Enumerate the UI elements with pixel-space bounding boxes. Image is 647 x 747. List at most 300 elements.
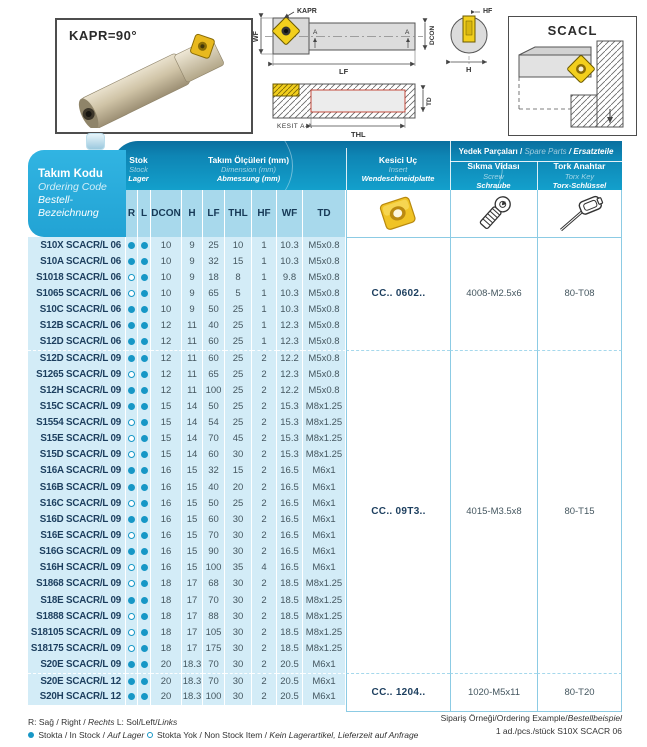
- stock-cell-l: [138, 382, 151, 398]
- tool-code-cell: S1265 SCACR/L 09: [28, 366, 126, 382]
- stock-cell-l: [138, 640, 151, 656]
- dim-cell-td: M6x1: [303, 511, 346, 527]
- tool-code-cell: S10A SCACR/L 06: [28, 253, 126, 269]
- stock-cell-l: [138, 398, 151, 414]
- dim-cell-hf: 2: [252, 657, 277, 673]
- tool-photo-box: [55, 18, 253, 134]
- spare-parts-header: [450, 141, 622, 162]
- header-divider: [450, 141, 451, 190]
- dim-cell-wf: 20.5: [277, 673, 303, 689]
- dim-cell-hf: 2: [252, 608, 277, 624]
- dim-cell-lf: 100: [203, 382, 225, 398]
- stock-cell-l: [138, 237, 151, 253]
- dim-cell-td: M8x1.25: [303, 415, 346, 431]
- stock-dot-left: [141, 467, 148, 474]
- stock-dot-right: [128, 451, 135, 458]
- dim-cell-hf: 2: [252, 398, 277, 414]
- torx-key-photo-cell: [537, 190, 622, 237]
- dim-cell-thl: 30: [225, 447, 252, 463]
- stock-cell-l: [138, 334, 151, 350]
- dim-cell-lf: 88: [203, 608, 225, 624]
- dim-cell-hf: 1: [252, 302, 277, 318]
- dim-cell-h: 15: [182, 479, 203, 495]
- stock-cell-r: [126, 237, 138, 253]
- stock-cell-r: [126, 511, 138, 527]
- dim-cell-thl: 5: [225, 285, 252, 301]
- svg-text:A: A: [405, 29, 410, 36]
- stock-cell-r: [126, 253, 138, 269]
- dim-cell-thl: 8: [225, 269, 252, 285]
- stock-cell-l: [138, 269, 151, 285]
- stock-legend: [28, 729, 418, 742]
- tool-code-cell: S12H SCACR/L 09: [28, 382, 126, 398]
- tool-code-cell: S16A SCACR/L 09: [28, 463, 126, 479]
- stock-cell-r: [126, 673, 138, 689]
- stock-dot-right: [128, 548, 135, 555]
- dim-cell-lf: 40: [203, 479, 225, 495]
- dim-cell-lf: 65: [203, 366, 225, 382]
- stock-dot-left: [141, 645, 148, 652]
- dimensions-header: Takım Ölçüleri (mm) Dimension (mm) Abmessung (mm): [207, 154, 290, 184]
- dim-cell-wf: 16.5: [277, 527, 303, 543]
- tool-code-cell: S18105 SCACR/L 09: [28, 624, 126, 640]
- dim-cell-h: 9: [182, 269, 203, 285]
- svg-text:HF: HF: [483, 8, 493, 15]
- stock-dot-left: [141, 258, 148, 265]
- stock-cell-l: [138, 253, 151, 269]
- tool-code-cell: S20E SCACR/L 12: [28, 673, 126, 689]
- stock-cell-r: [126, 592, 138, 608]
- dim-cell-lf: 32: [203, 253, 225, 269]
- dim-cell-dcon: 12: [151, 350, 182, 366]
- dim-cell-wf: 18.5: [277, 576, 303, 592]
- dim-cell-td: M5x0.8: [303, 350, 346, 366]
- dim-cell-dcon: 16: [151, 463, 182, 479]
- stock-dot-left: [141, 355, 148, 362]
- stock-dot-left: [141, 661, 148, 668]
- dim-cell-dcon: 16: [151, 560, 182, 576]
- screw-code-cell: 1020-M5x11: [450, 673, 537, 712]
- svg-text:LF: LF: [339, 67, 349, 76]
- stock-cell-l: [138, 624, 151, 640]
- dim-cell-dcon: 10: [151, 237, 182, 253]
- stock-cell-r: [126, 285, 138, 301]
- screw-code-cell: 4008-M2.5x6: [450, 237, 537, 350]
- dim-cell-dcon: 20: [151, 673, 182, 689]
- torx-key-header: Tork Anahtar Torx Key Torx-Schlüssel: [552, 161, 607, 190]
- dim-cell-h: 11: [182, 318, 203, 334]
- dim-cell-wf: 15.3: [277, 447, 303, 463]
- dim-cell-dcon: 18: [151, 608, 182, 624]
- stock-cell-l: [138, 608, 151, 624]
- dim-cell-lf: 50: [203, 398, 225, 414]
- stock-cell-l: [138, 302, 151, 318]
- tool-code-cell: S20E SCACR/L 09: [28, 657, 126, 673]
- tool-code-cell: S15C SCACR/L 09: [28, 398, 126, 414]
- stock-dot-left: [141, 629, 148, 636]
- dim-cell-h: 9: [182, 302, 203, 318]
- dim-cell-lf: 60: [203, 334, 225, 350]
- dim-cell-wf: 18.5: [277, 608, 303, 624]
- dim-cell-dcon: 16: [151, 527, 182, 543]
- stock-dot-left: [141, 580, 148, 587]
- stock-cell-r: [126, 398, 138, 414]
- dim-cell-dcon: 12: [151, 334, 182, 350]
- dim-cell-thl: 25: [225, 334, 252, 350]
- torx-code-cell: 80-T08: [537, 237, 622, 350]
- stock-dot-left: [141, 564, 148, 571]
- scacl-drawing: [509, 39, 632, 131]
- dim-cell-dcon: 20: [151, 689, 182, 705]
- dim-cell-td: M5x0.8: [303, 302, 346, 318]
- dim-cell-td: M8x1.25: [303, 640, 346, 656]
- spare-parts-label-en: Spare Parts: [524, 146, 567, 156]
- dim-cell-h: 17: [182, 640, 203, 656]
- tool-code-cell: S12D SCACR/L 06: [28, 334, 126, 350]
- dim-cell-h: 11: [182, 334, 203, 350]
- stock-dot-right: [128, 564, 135, 571]
- svg-text:TD: TD: [426, 97, 433, 106]
- stock-cell-r: [126, 689, 138, 705]
- dim-cell-thl: 30: [225, 624, 252, 640]
- stock-cell-r: [126, 657, 138, 673]
- dim-cell-hf: 2: [252, 576, 277, 592]
- dim-cell-dcon: 15: [151, 415, 182, 431]
- dim-cell-h: 15: [182, 511, 203, 527]
- dim-cell-lf: 70: [203, 673, 225, 689]
- dim-cell-thl: 25: [225, 382, 252, 398]
- stock-cell-r: [126, 576, 138, 592]
- dim-cell-td: M6x1: [303, 657, 346, 673]
- header-divider: [346, 148, 347, 190]
- non-stock-dot-icon: [147, 732, 153, 738]
- stock-dot-right: [128, 419, 135, 426]
- dim-cell-wf: 16.5: [277, 495, 303, 511]
- stock-dot-right: [128, 258, 135, 265]
- dim-cell-dcon: 12: [151, 318, 182, 334]
- stock-dot-left: [141, 516, 148, 523]
- dim-cell-hf: 2: [252, 511, 277, 527]
- tool-code-cell: S1554 SCACR/L 09: [28, 415, 126, 431]
- dim-cell-h: 14: [182, 398, 203, 414]
- stock-dot-left: [141, 548, 148, 555]
- svg-text:DCON: DCON: [429, 25, 436, 45]
- dim-cell-wf: 10.3: [277, 302, 303, 318]
- dim-cell-lf: 40: [203, 318, 225, 334]
- stock-dot-left: [141, 597, 148, 604]
- dim-cell-h: 15: [182, 544, 203, 560]
- dim-cell-thl: 30: [225, 640, 252, 656]
- dim-cell-wf: 15.3: [277, 415, 303, 431]
- dim-cell-thl: 25: [225, 495, 252, 511]
- tool-code-cell: S18175 SCACR/L 09: [28, 640, 126, 656]
- dim-cell-lf: 70: [203, 527, 225, 543]
- stock-dot-left: [141, 678, 148, 685]
- svg-text:KAPR: KAPR: [297, 8, 317, 15]
- tool-code-cell: S1888 SCACR/L 09: [28, 608, 126, 624]
- dim-cell-dcon: 18: [151, 592, 182, 608]
- dim-cell-hf: 2: [252, 624, 277, 640]
- dim-cell-h: 11: [182, 350, 203, 366]
- dim-cell-hf: 2: [252, 673, 277, 689]
- insert-photo-icon: [376, 194, 422, 234]
- dim-cell-lf: 18: [203, 269, 225, 285]
- stock-cell-r: [126, 463, 138, 479]
- dim-cell-wf: 16.5: [277, 479, 303, 495]
- stock-cell-l: [138, 479, 151, 495]
- ordering-table: [28, 140, 622, 747]
- stock-dot-right: [128, 435, 135, 442]
- legend-text: L: Sol/Left/: [114, 717, 158, 727]
- stock-dot-right: [128, 597, 135, 604]
- dim-cell-thl: 15: [225, 463, 252, 479]
- dim-cell-wf: 16.5: [277, 511, 303, 527]
- dim-cell-td: M8x1.25: [303, 447, 346, 463]
- dim-cell-td: M6x1: [303, 527, 346, 543]
- stock-dot-right: [128, 645, 135, 652]
- dim-cell-h: 14: [182, 415, 203, 431]
- column-header-r: R: [126, 190, 138, 237]
- stock-cell-l: [138, 495, 151, 511]
- column-header-l: L: [138, 190, 151, 237]
- stock-dot-left: [141, 435, 148, 442]
- dim-cell-h: 14: [182, 447, 203, 463]
- right-left-legend: [28, 716, 418, 729]
- dim-cell-wf: 20.5: [277, 689, 303, 705]
- dim-cell-wf: 16.5: [277, 544, 303, 560]
- stock-cell-l: [138, 560, 151, 576]
- stock-cell-r: [126, 640, 138, 656]
- tool-code-cell: S12B SCACR/L 06: [28, 318, 126, 334]
- dim-cell-lf: 60: [203, 350, 225, 366]
- dim-cell-td: M5x0.8: [303, 382, 346, 398]
- stock-cell-r: [126, 302, 138, 318]
- dim-cell-td: M5x0.8: [303, 318, 346, 334]
- legend-text: R: Sağ / Right /: [28, 717, 88, 727]
- dim-cell-td: M6x1: [303, 495, 346, 511]
- stock-dot-right: [128, 693, 135, 700]
- stock-cell-l: [138, 350, 151, 366]
- tool-code-cell: S16H SCACR/L 09: [28, 560, 126, 576]
- stock-cell-l: [138, 576, 151, 592]
- dim-cell-hf: 2: [252, 382, 277, 398]
- dim-cell-hf: 1: [252, 269, 277, 285]
- screw-header: Sıkma Vidası Screw Schraube: [467, 161, 520, 190]
- tool-code-cell: S16G SCACR/L 09: [28, 544, 126, 560]
- stock-dot-left: [141, 371, 148, 378]
- tool-code-header: Takım Kodu Ordering Code Bestell-Bezeichnung: [28, 150, 126, 237]
- tool-code-cell: S12D SCACR/L 09: [28, 350, 126, 366]
- stock-dot-left: [141, 500, 148, 507]
- insert-photo-cell: [346, 190, 450, 237]
- insert-code-cell: CC.. 09T3..: [346, 350, 450, 673]
- legend-text: Stokta / In Stock /: [36, 730, 108, 741]
- dim-cell-hf: 1: [252, 318, 277, 334]
- tool-code-cell: S16D SCACR/L 09: [28, 511, 126, 527]
- tool-code-cell: S20H SCACR/L 12: [28, 689, 126, 705]
- dim-cell-h: 15: [182, 560, 203, 576]
- stock-dot-right: [128, 467, 135, 474]
- dim-cell-wf: 15.3: [277, 398, 303, 414]
- dim-cell-thl: 30: [225, 673, 252, 689]
- dim-cell-h: 18.3: [182, 689, 203, 705]
- svg-text:WF: WF: [253, 31, 260, 42]
- dim-cell-lf: 70: [203, 592, 225, 608]
- dim-cell-dcon: 15: [151, 447, 182, 463]
- stock-header: Stok Stock Lager: [128, 154, 149, 184]
- stock-cell-l: [138, 592, 151, 608]
- dim-cell-thl: 25: [225, 415, 252, 431]
- dim-cell-thl: 30: [225, 592, 252, 608]
- stock-dot-right: [128, 403, 135, 410]
- dim-cell-h: 14: [182, 431, 203, 447]
- stock-dot-right: [128, 661, 135, 668]
- legend-text: Rechts: [88, 717, 115, 727]
- scacl-variant-box: [508, 16, 637, 136]
- dim-cell-h: 18.3: [182, 673, 203, 689]
- stock-dot-right: [128, 290, 135, 297]
- legend-text: Stokta Yok / Non Stock Item /: [154, 730, 270, 741]
- tool-code-cell: S15E SCACR/L 09: [28, 431, 126, 447]
- stock-cell-l: [138, 366, 151, 382]
- dim-cell-hf: 2: [252, 366, 277, 382]
- dim-cell-hf: 2: [252, 544, 277, 560]
- stock-cell-l: [138, 527, 151, 543]
- stock-dot-right: [128, 371, 135, 378]
- stock-cell-l: [138, 511, 151, 527]
- stock-cell-r: [126, 334, 138, 350]
- stock-cell-r: [126, 560, 138, 576]
- dim-cell-wf: 12.2: [277, 350, 303, 366]
- stock-dot-right: [128, 306, 135, 313]
- stock-dot-left: [141, 613, 148, 620]
- dim-cell-thl: 25: [225, 318, 252, 334]
- insert-code-cell: CC.. 1204..: [346, 673, 450, 712]
- dim-cell-td: M6x1: [303, 544, 346, 560]
- dim-cell-td: M8x1.25: [303, 624, 346, 640]
- dim-cell-lf: 25: [203, 237, 225, 253]
- dim-cell-h: 15: [182, 495, 203, 511]
- dim-cell-hf: 1: [252, 334, 277, 350]
- ordering-example-value: 1 ad./pcs./stück S10X SCACR 06: [495, 725, 622, 736]
- column-header-h: H: [182, 190, 203, 237]
- dim-cell-h: 17: [182, 576, 203, 592]
- legend-text: Auf Lager: [107, 730, 145, 741]
- dim-cell-h: 11: [182, 382, 203, 398]
- stock-dot-right: [128, 387, 135, 394]
- dim-cell-td: M5x0.8: [303, 237, 346, 253]
- legend-text: Kein Lagerartikel, Lieferzeit auf Anfrage: [269, 730, 419, 741]
- stock-dot-left: [141, 403, 148, 410]
- dim-cell-wf: 12.3: [277, 366, 303, 382]
- dim-cell-hf: 2: [252, 527, 277, 543]
- dim-cell-lf: 105: [203, 624, 225, 640]
- dim-cell-hf: 2: [252, 415, 277, 431]
- dim-cell-dcon: 16: [151, 495, 182, 511]
- dim-cell-td: M5x0.8: [303, 334, 346, 350]
- dim-cell-dcon: 20: [151, 657, 182, 673]
- dim-cell-dcon: 16: [151, 479, 182, 495]
- stock-cell-r: [126, 624, 138, 640]
- column-header-lf: LF: [203, 190, 225, 237]
- stock-dot-left: [141, 242, 148, 249]
- screw-code-cell: 4015-M3.5x8: [450, 350, 537, 673]
- stock-cell-l: [138, 318, 151, 334]
- stock-dot-right: [128, 484, 135, 491]
- dim-cell-td: M5x0.8: [303, 253, 346, 269]
- ordering-example: [441, 712, 622, 738]
- dim-cell-wf: 16.5: [277, 463, 303, 479]
- stock-cell-l: [138, 689, 151, 705]
- stock-cell-r: [126, 544, 138, 560]
- column-header-dcon: DCON: [151, 190, 182, 237]
- tool-code-cell: S16B SCACR/L 09: [28, 479, 126, 495]
- dim-cell-dcon: 12: [151, 366, 182, 382]
- stock-dot-right: [128, 338, 135, 345]
- stock-cell-l: [138, 431, 151, 447]
- dim-cell-dcon: 15: [151, 398, 182, 414]
- dim-cell-lf: 60: [203, 447, 225, 463]
- legend-text: Links: [157, 717, 178, 727]
- screw-photo-cell: [450, 190, 537, 237]
- dim-cell-dcon: 15: [151, 431, 182, 447]
- dim-cell-wf: 15.3: [277, 431, 303, 447]
- dim-cell-dcon: 12: [151, 382, 182, 398]
- header-divider: [537, 161, 538, 190]
- dim-cell-hf: 2: [252, 640, 277, 656]
- dim-cell-h: 11: [182, 366, 203, 382]
- dim-cell-dcon: 18: [151, 576, 182, 592]
- tool-code-cell: S16C SCACR/L 09: [28, 495, 126, 511]
- dim-cell-dcon: 16: [151, 544, 182, 560]
- dim-cell-wf: 12.3: [277, 318, 303, 334]
- dim-cell-thl: 30: [225, 511, 252, 527]
- tool-code-cell: S1018 SCACR/L 06: [28, 269, 126, 285]
- dim-cell-hf: 1: [252, 285, 277, 301]
- dim-cell-wf: 10.3: [277, 237, 303, 253]
- dim-cell-dcon: 16: [151, 511, 182, 527]
- stock-dot-left: [141, 693, 148, 700]
- stock-dot-left: [141, 322, 148, 329]
- dim-cell-wf: 12.3: [277, 334, 303, 350]
- dim-cell-td: M5x0.8: [303, 366, 346, 382]
- dim-cell-hf: 2: [252, 689, 277, 705]
- dim-cell-hf: 2: [252, 431, 277, 447]
- footer-legend: [28, 716, 418, 742]
- dim-cell-wf: 10.3: [277, 253, 303, 269]
- stock-dot-right: [128, 242, 135, 249]
- kapr-angle-label: KAPR=90°: [69, 28, 138, 43]
- tool-code-cell: S10X SCACR/L 06: [28, 237, 126, 253]
- svg-text:THL: THL: [351, 130, 366, 139]
- column-header-hf: HF: [252, 190, 277, 237]
- column-header-td: TD: [303, 190, 346, 237]
- stock-cell-r: [126, 608, 138, 624]
- dim-cell-h: 17: [182, 608, 203, 624]
- stock-cell-r: [126, 350, 138, 366]
- dim-cell-hf: 2: [252, 592, 277, 608]
- dim-cell-dcon: 10: [151, 285, 182, 301]
- dim-cell-thl: 30: [225, 657, 252, 673]
- scacl-label: SCACL: [547, 23, 598, 38]
- tool-code-cell: S10C SCACR/L 06: [28, 302, 126, 318]
- stock-cell-r: [126, 382, 138, 398]
- dim-cell-hf: 1: [252, 237, 277, 253]
- dim-cell-thl: 15: [225, 253, 252, 269]
- dim-cell-thl: 35: [225, 560, 252, 576]
- stock-cell-r: [126, 366, 138, 382]
- tool-code-cell: S1868 SCACR/L 09: [28, 576, 126, 592]
